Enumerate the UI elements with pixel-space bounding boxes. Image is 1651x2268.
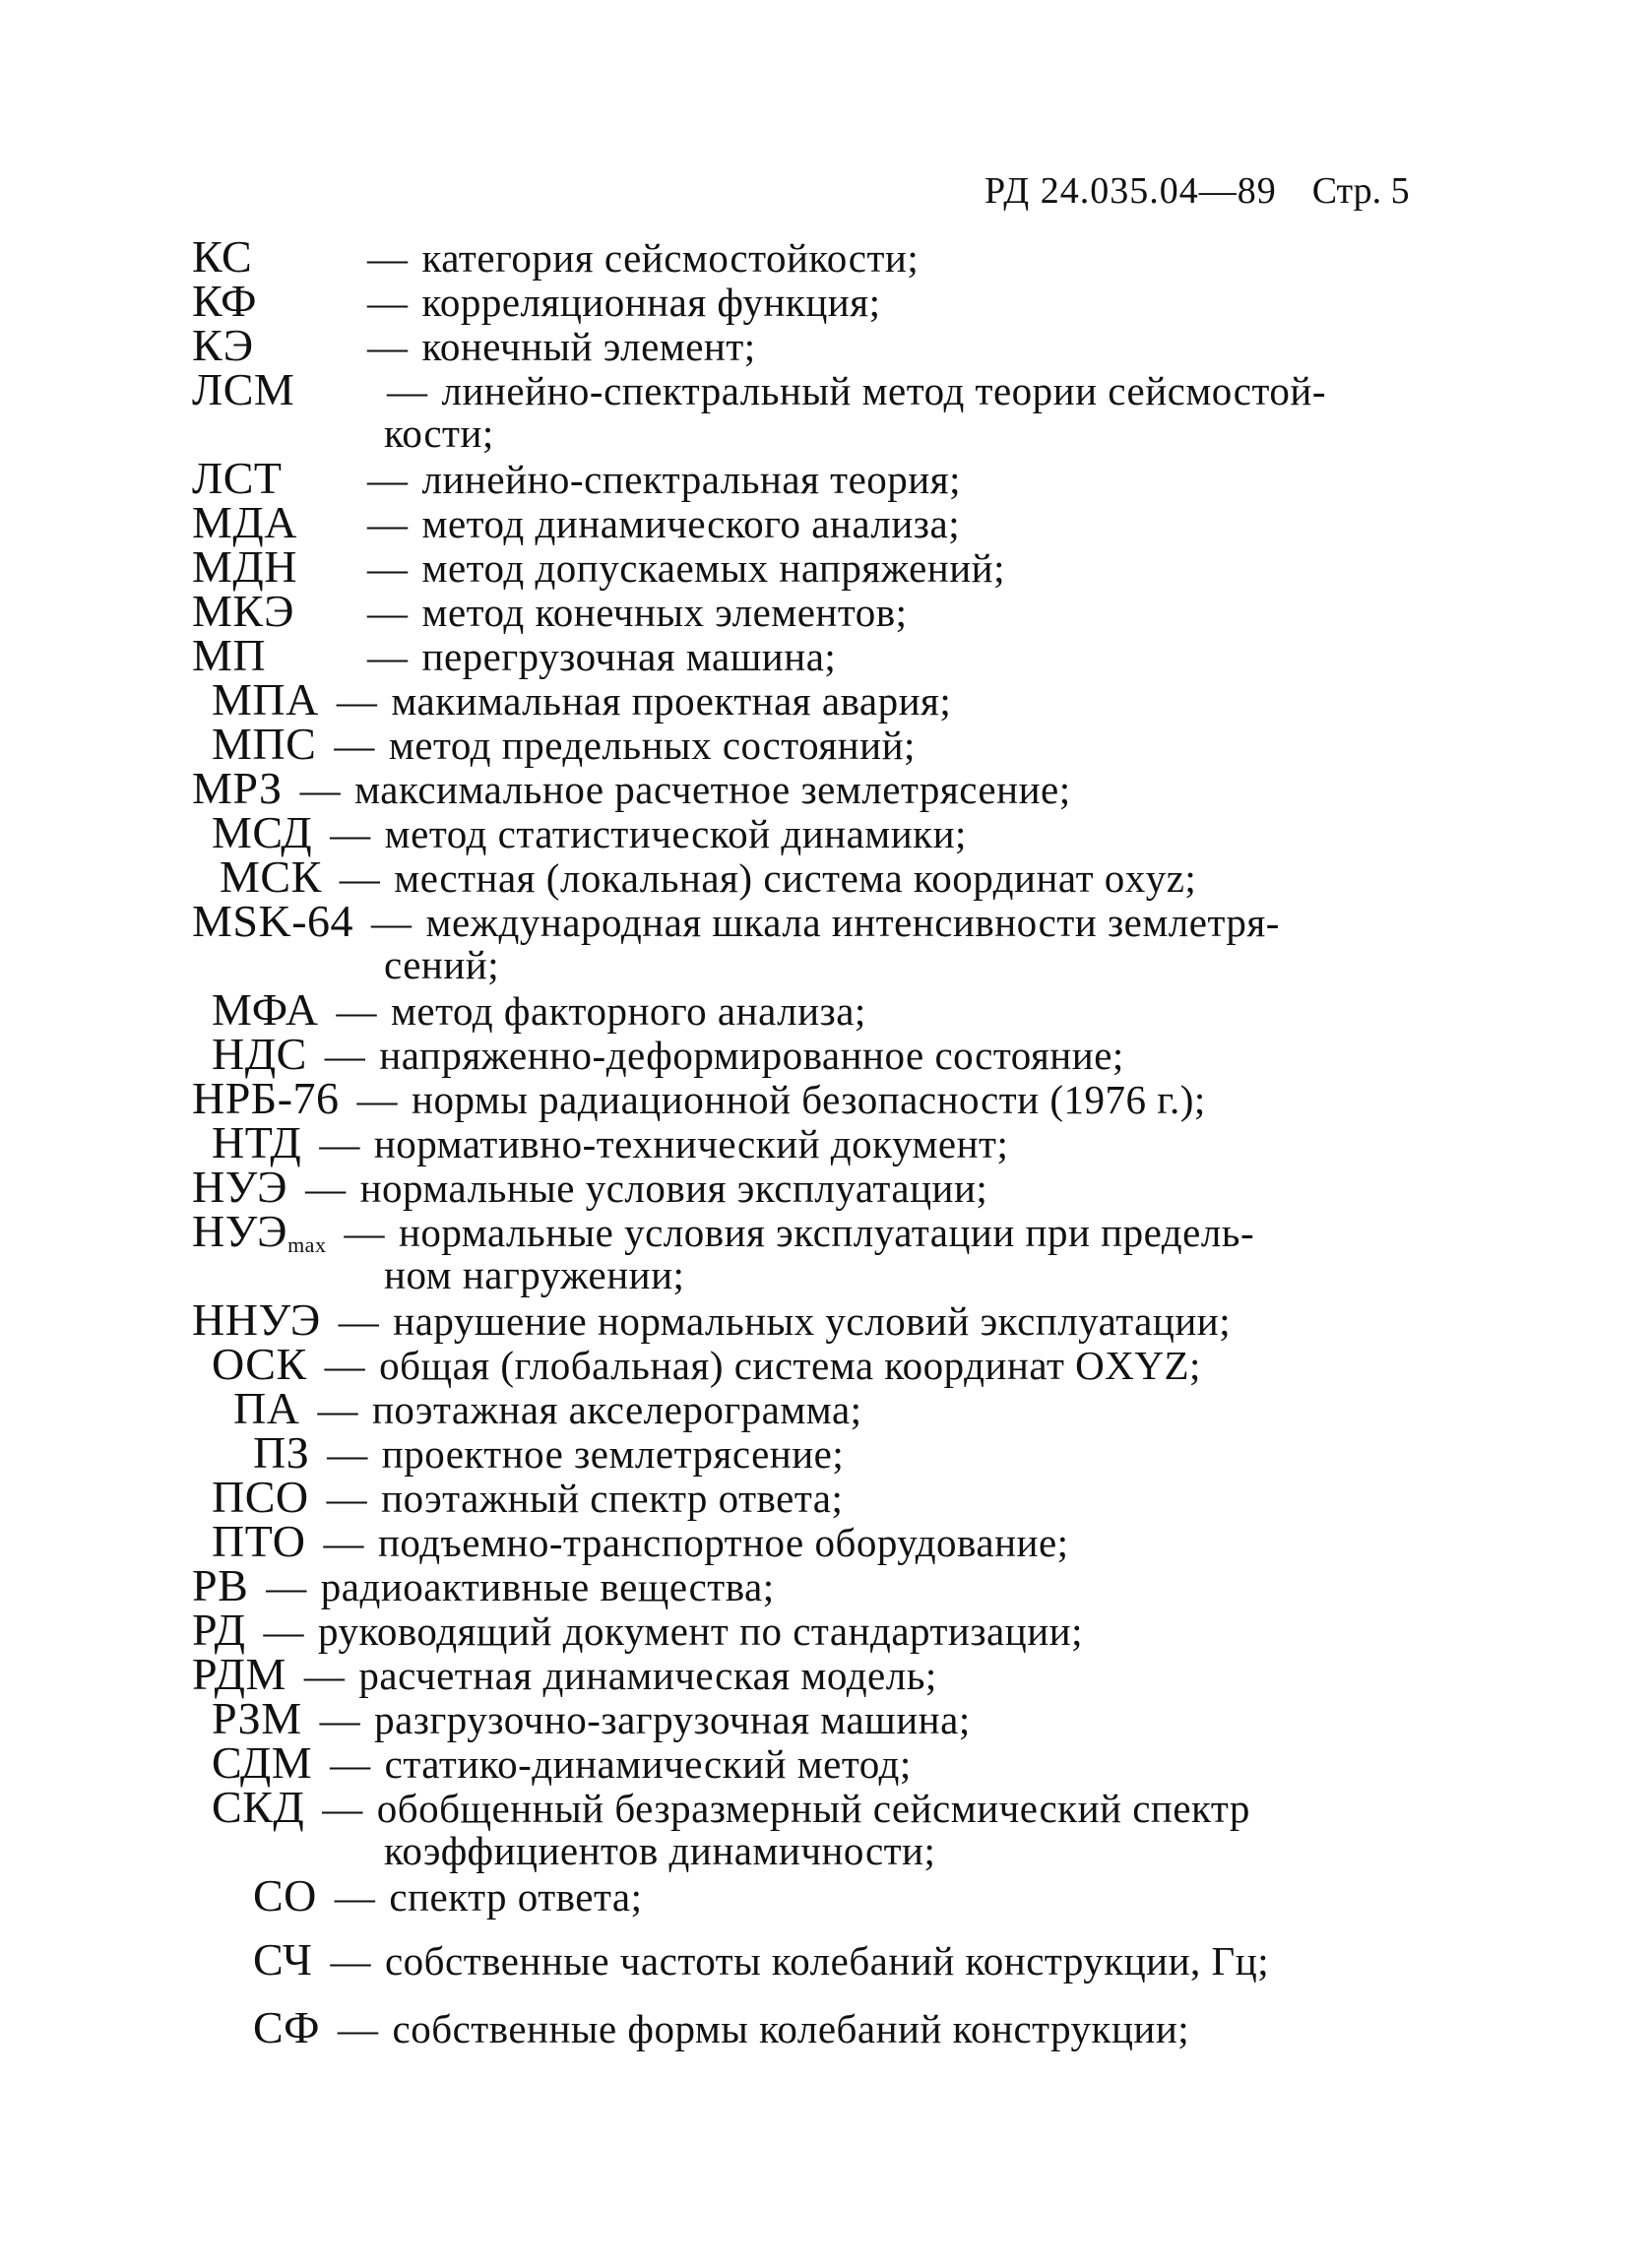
- abbreviation-definition: местная (локальная) система координат oxyz;: [394, 855, 1197, 901]
- abbreviation-term: РДМ: [192, 1649, 286, 1699]
- abbreviation-entry: [192, 1029, 1472, 1079]
- em-dash: —: [317, 1387, 358, 1432]
- abbreviation-definition: максимальное расчетное землетрясение;: [354, 767, 1071, 812]
- abbreviation-entry: [192, 1162, 1472, 1212]
- em-dash: —: [367, 457, 409, 502]
- abbreviation-term: КС: [192, 231, 253, 282]
- abbreviation-definition: подъемно-транспортное оборудование;: [377, 1520, 1069, 1565]
- document-code: РД 24.035.04—89: [984, 170, 1277, 212]
- abbreviation-subscript: max: [287, 1232, 327, 1257]
- em-dash: —: [327, 1431, 368, 1477]
- definition-continuation: ном нагружении;: [384, 1252, 685, 1297]
- abbreviation-definition: напряженно-деформированное состояние;: [379, 1033, 1124, 1078]
- em-dash: —: [326, 1476, 368, 1521]
- em-dash: —: [336, 988, 377, 1034]
- abbreviation-term: MSK-64: [192, 896, 354, 946]
- abbreviation-term: МСД: [212, 807, 313, 857]
- abbreviation-entry: [192, 1206, 1472, 1297]
- abbreviation-entry: [192, 497, 1472, 547]
- abbreviation-definition: разгрузочно-загрузочная машина;: [374, 1697, 971, 1742]
- abbreviation-definition: метод динамического анализа;: [421, 501, 961, 546]
- abbreviation-definition: линейно-спектральный метод теории сейсмостой-: [441, 368, 1326, 413]
- abbreviation-entry: [192, 453, 1472, 503]
- em-dash: —: [338, 1298, 380, 1344]
- abbreviation-entry: [192, 674, 1472, 724]
- abbreviation-definition: метод конечных элементов;: [421, 590, 908, 635]
- em-dash: —: [367, 545, 409, 591]
- abbreviation-entry: [192, 586, 1472, 636]
- abbreviation-entry: [192, 1516, 1472, 1566]
- em-dash: —: [367, 280, 409, 325]
- abbreviation-definition: обобщенный безразмерный сейсмический спектр: [376, 1786, 1250, 1831]
- abbreviation-term: МДА: [192, 497, 297, 547]
- abbreviation-entry: [192, 1870, 1472, 1921]
- abbreviation-entry: [192, 1934, 1472, 1984]
- abbreviation-term: РД: [192, 1605, 246, 1655]
- abbreviation-definition: международная шкала интенсивности землетря-: [425, 900, 1280, 945]
- abbreviation-term: ПЗ: [253, 1427, 310, 1478]
- page-number: Стр. 5: [1311, 170, 1410, 212]
- abbreviation-definition: статико-динамический метод;: [384, 1741, 912, 1787]
- em-dash: —: [266, 1564, 307, 1609]
- abbreviation-entry: [192, 851, 1472, 902]
- abbreviation-definition: метод факторного анализа;: [390, 988, 866, 1034]
- abbreviation-entry: [192, 984, 1472, 1035]
- abbreviation-definition: поэтажный спектр ответа;: [381, 1476, 844, 1521]
- em-dash: —: [367, 590, 409, 635]
- abbreviation-term: КЭ: [192, 320, 254, 370]
- abbreviation-term: МПА: [212, 674, 319, 724]
- abbreviation-list: [192, 231, 1472, 2052]
- em-dash: —: [356, 1077, 399, 1122]
- abbreviation-term: МПС: [212, 719, 317, 769]
- definition-continuation: кости;: [384, 410, 494, 456]
- em-dash: —: [324, 1033, 366, 1078]
- abbreviation-term: МКЭ: [192, 586, 295, 636]
- abbreviation-definition: нормативно-технический документ;: [373, 1121, 1009, 1166]
- abbreviation-term: ЛСМ: [192, 364, 295, 414]
- em-dash: —: [305, 1166, 347, 1211]
- abbreviation-definition: метод предельных состояний;: [388, 723, 916, 768]
- em-dash: —: [330, 1741, 371, 1787]
- abbreviation-definition: перегрузочная машина;: [421, 634, 837, 679]
- abbreviation-entry: [192, 276, 1472, 326]
- abbreviation-definition: радиоактивные вещества;: [320, 1564, 775, 1609]
- em-dash: —: [344, 1210, 385, 1255]
- abbreviation-term: НТД: [212, 1117, 302, 1167]
- abbreviation-entry: [192, 320, 1472, 370]
- abbreviation-definition: спектр ответа;: [389, 1874, 643, 1920]
- abbreviation-term: МДН: [192, 541, 297, 592]
- abbreviation-term: ННУЭ: [192, 1294, 321, 1345]
- em-dash: —: [367, 324, 409, 369]
- em-dash: —: [324, 1343, 366, 1388]
- em-dash: —: [299, 767, 342, 812]
- abbreviation-definition: макимальная проектная авария;: [391, 678, 952, 724]
- abbreviation-entry: [192, 1339, 1472, 1389]
- em-dash: —: [336, 678, 378, 724]
- abbreviation-term: НУЭ: [192, 1162, 288, 1212]
- abbreviation-definition: метод допускаемых напряжений;: [421, 545, 1005, 591]
- abbreviation-definition: поэтажная акселерограмма;: [371, 1387, 862, 1432]
- definition-continuation: сений;: [384, 942, 500, 987]
- abbreviation-term: КФ: [192, 276, 258, 326]
- abbreviation-entry: [192, 2002, 1472, 2052]
- abbreviation-definition: категория сейсмостойкости;: [421, 235, 920, 281]
- abbreviation-entry: [192, 1427, 1472, 1478]
- abbreviation-definition: собственные формы колебаний конструкции;: [392, 2006, 1190, 2051]
- abbreviation-term: ПТО: [212, 1516, 306, 1566]
- abbreviation-definition: расчетная динамическая модель;: [358, 1653, 937, 1698]
- abbreviation-term: ЛСТ: [192, 453, 283, 503]
- abbreviation-entry: [192, 1117, 1472, 1167]
- abbreviation-term: СЧ: [253, 1934, 313, 1984]
- abbreviation-definition: метод статистической динамики;: [384, 811, 967, 856]
- em-dash: —: [367, 634, 409, 679]
- abbreviation-entry: [192, 807, 1472, 857]
- abbreviation-term: МРЗ: [192, 763, 283, 813]
- em-dash: —: [319, 1697, 361, 1742]
- abbreviation-definition: руководящий документ по стандартизации;: [318, 1608, 1083, 1654]
- abbreviation-term: ПА: [233, 1383, 300, 1433]
- abbreviation-entry: [192, 630, 1472, 680]
- abbreviation-term: МП: [192, 630, 267, 680]
- abbreviation-entry: [192, 541, 1472, 592]
- abbreviation-entry: [192, 364, 1472, 456]
- em-dash: —: [387, 368, 428, 413]
- abbreviation-definition: собственные частоты колебаний конструкции, Гц;: [384, 1938, 1270, 1984]
- abbreviation-entry: [192, 1782, 1472, 1873]
- abbreviation-entry: [192, 1294, 1472, 1345]
- abbreviation-term: НДС: [212, 1029, 307, 1079]
- em-dash: —: [319, 1121, 360, 1166]
- abbreviation-entry: [192, 1073, 1472, 1123]
- abbreviation-term: РВ: [192, 1560, 249, 1610]
- abbreviation-definition: нормы радиационной безопасности (1976 г.);: [412, 1077, 1206, 1122]
- abbreviation-entry: [192, 719, 1472, 769]
- em-dash: —: [367, 501, 409, 546]
- abbreviation-term: СДМ: [212, 1737, 313, 1788]
- em-dash: —: [371, 900, 413, 945]
- abbreviation-definition: линейно-спектральная теория;: [421, 457, 961, 502]
- em-dash: —: [339, 855, 381, 901]
- abbreviation-term: МСК: [220, 851, 322, 902]
- definition-continuation: коэффициентов динамичности;: [384, 1828, 936, 1873]
- abbreviation-definition: нормальные условия эксплуатации;: [359, 1166, 988, 1211]
- em-dash: —: [322, 1786, 363, 1831]
- abbreviation-term: СКД: [212, 1782, 305, 1832]
- abbreviation-definition: проектное землетрясение;: [381, 1431, 845, 1477]
- em-dash: —: [263, 1608, 305, 1654]
- abbreviation-definition: конечный элемент;: [421, 324, 756, 369]
- abbreviation-definition: общая (глобальная) система координат OXYZ;: [379, 1343, 1201, 1388]
- em-dash: —: [334, 1874, 376, 1920]
- abbreviation-entry: [192, 1383, 1472, 1433]
- abbreviation-term: НУЭ: [192, 1206, 288, 1256]
- abbreviation-term: СФ: [253, 2002, 321, 2052]
- abbreviation-entry: [192, 896, 1472, 987]
- abbreviation-definition: нормальные условия эксплуатации при предель-: [398, 1210, 1255, 1255]
- em-dash: —: [330, 1938, 371, 1984]
- abbreviation-entry: [192, 763, 1472, 813]
- em-dash: —: [338, 2006, 379, 2051]
- em-dash: —: [330, 811, 371, 856]
- abbreviation-term: ПСО: [212, 1472, 309, 1522]
- abbreviation-definition: нарушение нормальных условий эксплуатации;: [393, 1298, 1232, 1344]
- abbreviation-entry: [192, 1737, 1472, 1788]
- em-dash: —: [367, 235, 409, 281]
- abbreviation-entry: [192, 231, 1472, 282]
- abbreviation-term: СО: [253, 1870, 317, 1921]
- abbreviation-term: РЗМ: [212, 1693, 302, 1743]
- abbreviation-entry: [192, 1693, 1472, 1743]
- abbreviation-term: НРБ-76: [192, 1073, 340, 1123]
- em-dash: —: [334, 723, 375, 768]
- abbreviation-term: ОСК: [212, 1339, 307, 1389]
- page-header: [984, 169, 1457, 213]
- abbreviation-entry: [192, 1649, 1472, 1699]
- em-dash: —: [323, 1520, 364, 1565]
- abbreviation-entry: [192, 1472, 1472, 1522]
- abbreviation-definition: корреляционная функция;: [421, 280, 881, 325]
- abbreviation-term: МФА: [212, 984, 319, 1035]
- em-dash: —: [303, 1653, 346, 1698]
- abbreviation-entry: [192, 1560, 1472, 1610]
- abbreviation-entry: [192, 1605, 1472, 1655]
